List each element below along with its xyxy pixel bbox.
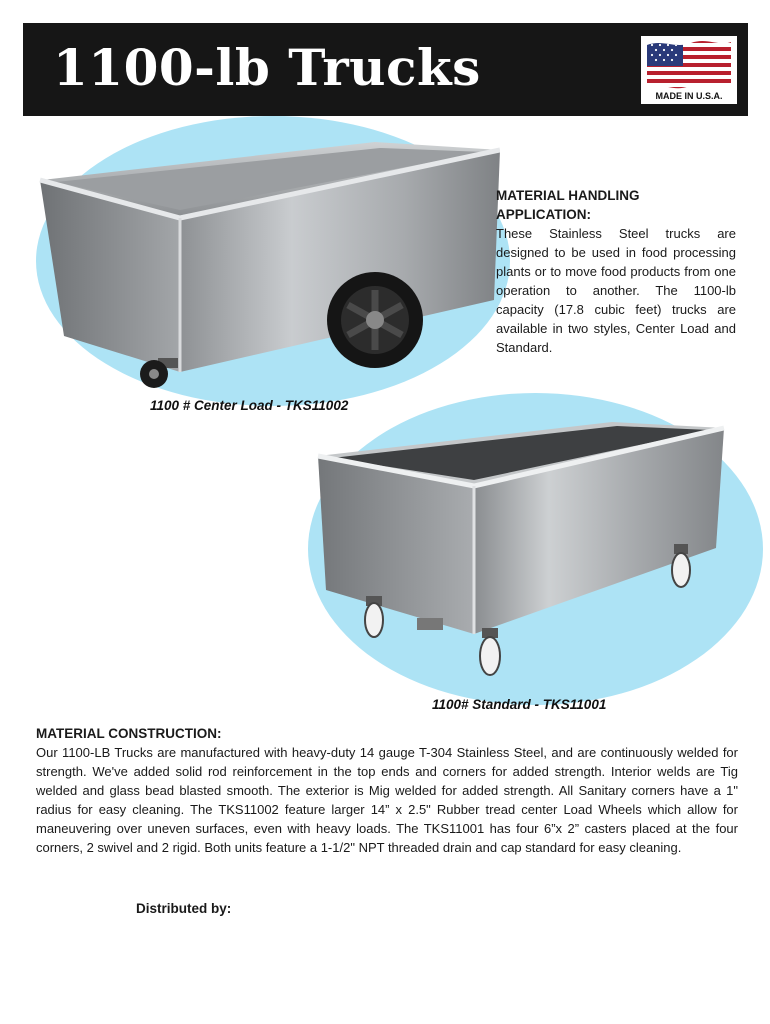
application-body: These Stainless Steel trucks are designed to be used in food processing plants or to move food products from one operation to another. The 1100-lb capacity (17.8 cubic feet) trucks are available in two styles, Center Load and Standard. [496, 226, 736, 355]
made-in-usa-badge [641, 36, 737, 104]
standard-caption: 1100# Standard - TKS11001 [432, 697, 607, 712]
center-load-truck-image [30, 140, 500, 400]
header-banner [23, 23, 748, 116]
application-section [496, 186, 736, 357]
center-load-caption: 1100 # Center Load - TKS11002 [150, 398, 349, 413]
page-title: 1100-lb Trucks [53, 38, 481, 97]
construction-section [36, 724, 738, 857]
usa-flag-icon [645, 39, 733, 91]
construction-heading: MATERIAL CONSTRUCTION: [36, 726, 222, 741]
construction-body: Our 1100-LB Trucks are manufactured with heavy-duty 14 gauge T-304 Stainless Steel, and are continuously welded for strength. We've added solid rod reinforcement in the top ends and corners for added strength. Interior welds are Tig welded and glass bead blasted smooth. The exterior is Mig welded for added strength. All Sanitary corners have a 1" radius for easy cleaning. The TKS11002 feature larger 14” x 2.5" Rubber tread center Load Wheels which allow for maneuvering over uneven surfaces, even with heavy loads. The TKS11001 has four 6”x 2” casters placed at the four corners, 2 swivel and 2 rigid. Both units feature a 1-1/2" NPT threaded drain and cap standard for easy cleaning. [36, 745, 738, 855]
application-heading: MATERIAL HANDLING APPLICATION: [496, 188, 640, 222]
made-in-usa-label: MADE IN U.S.A. [655, 91, 723, 101]
standard-truck-image [312, 420, 732, 680]
distributed-by-label: Distributed by: [136, 901, 232, 916]
